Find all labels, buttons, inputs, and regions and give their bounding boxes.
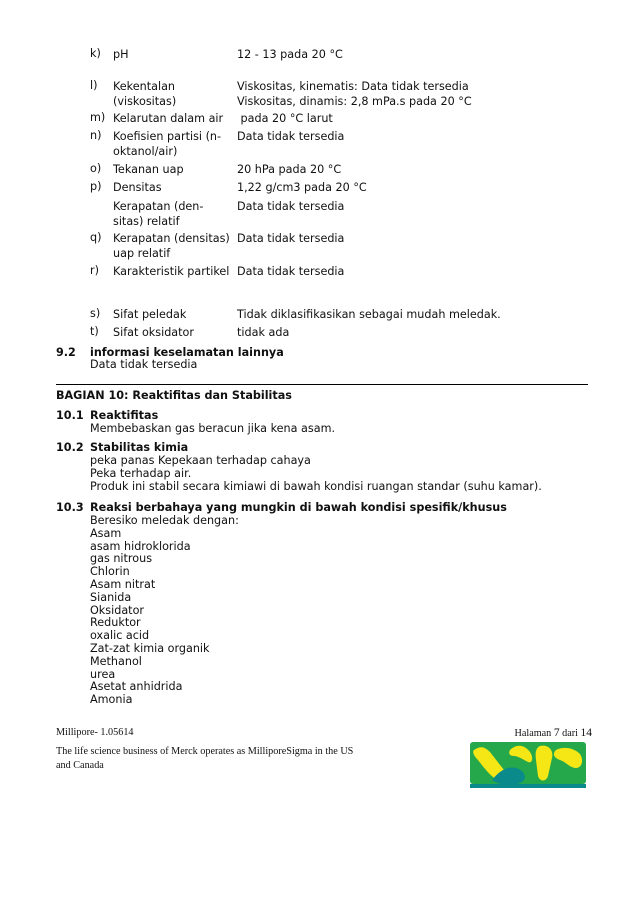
property-name-line: Koefisien partisi (n-: [113, 130, 222, 143]
property-letter: t): [90, 325, 99, 338]
property-value-line: Viskositas, dinamis: 2,8 mPa.s pada 20 °C: [237, 95, 472, 108]
text-line: Data tidak tersedia: [90, 358, 198, 371]
property-value: [237, 79, 617, 109]
section-heading-9-2: informasi keselamatan lainnya: [90, 346, 284, 359]
property-value: [237, 47, 617, 62]
property-letter: n): [90, 129, 102, 142]
property-value: [237, 162, 617, 177]
section-10-title: BAGIAN 10: Reaktifitas dan Stabilitas: [56, 389, 292, 402]
merck-logo: [470, 740, 586, 788]
property-name-line: Kerapatan (den-: [113, 200, 204, 213]
text-line: Oksidator: [90, 603, 145, 617]
property-letter: p): [90, 180, 102, 193]
page-current: 7: [553, 727, 560, 739]
section-number-9-2: 9.2: [56, 346, 76, 359]
property-value-line: 1,22 g/cm3 pada 20 °C: [237, 181, 367, 194]
property-letter: r): [90, 264, 99, 277]
section-divider: [56, 384, 588, 385]
property-name-line: Kelarutan dalam air: [113, 112, 224, 125]
section-text-9-2: [90, 359, 197, 372]
property-name-line: uap relatif: [113, 247, 171, 260]
property-name-line: (viskositas): [113, 95, 177, 108]
section-heading-10-2: Stabilitas kimia: [90, 441, 189, 454]
property-value: [237, 325, 617, 340]
property-value: [237, 231, 617, 246]
property-name: [113, 129, 235, 159]
property-name-line: sitas) relatif: [113, 215, 180, 228]
text-line: Asam: [90, 526, 122, 540]
property-name-line: Sifat oksidator: [113, 326, 194, 339]
page-of-label: dari: [562, 728, 578, 739]
property-value-line: 20 hPa pada 20 °C: [237, 163, 342, 176]
property-value: [237, 307, 617, 322]
property-name-line: pH: [113, 48, 129, 61]
property-name: [113, 162, 235, 177]
property-name: [113, 325, 235, 340]
property-letter: k): [90, 47, 101, 60]
text-line: gas nitrous: [90, 552, 153, 566]
property-name: [113, 231, 235, 261]
logo-base-band: [470, 784, 586, 788]
property-value: [237, 129, 617, 144]
property-value-line: Data tidak tersedia: [237, 232, 345, 245]
property-letter: q): [90, 231, 102, 244]
property-value-line: Data tidak tersedia: [237, 265, 345, 278]
property-value: [237, 180, 617, 195]
property-value-line: 12 - 13 pada 20 °C: [237, 48, 343, 61]
section-heading-10-3: Reaksi berbahaya yang mungkin di bawah kondisi spesifik/khusus: [90, 501, 507, 514]
property-name: [113, 264, 235, 279]
property-name: [113, 307, 235, 322]
section-number-10-3: 10.3: [56, 501, 84, 514]
property-name: [113, 199, 235, 229]
text-line: asam hidroklorida: [90, 539, 191, 553]
property-value: [237, 264, 617, 279]
text-line: Beresiko meledak dengan:: [90, 514, 239, 527]
text-line: Peka terhadap air.: [90, 466, 192, 480]
section-text-10-2: [90, 455, 542, 493]
property-name: [113, 79, 235, 109]
section-text-10-1: [90, 423, 335, 436]
text-line: urea: [90, 667, 116, 681]
property-name-line: oktanol/air): [113, 145, 178, 158]
section-heading-10-1: Reaktifitas: [90, 409, 159, 422]
property-name-line: Kekentalan: [113, 80, 176, 93]
page-total: 14: [580, 727, 592, 739]
footer-page-number: [514, 727, 592, 739]
property-value-line: Tidak diklasifikasikan sebagai mudah meledak.: [237, 308, 501, 321]
property-letter: o): [90, 162, 102, 175]
section-number-10-1: 10.1: [56, 409, 84, 422]
property-value: [237, 199, 617, 214]
property-name-line: Kerapatan (densitas): [113, 232, 230, 245]
property-name-line: Sifat peledak: [113, 308, 187, 321]
property-name: [113, 180, 235, 195]
text-line: Asetat anhidrida: [90, 680, 183, 694]
property-value-line: Data tidak tersedia: [237, 200, 345, 213]
property-name-line: Karakteristik partikel: [113, 265, 230, 278]
text-line: oxalic acid: [90, 629, 150, 643]
property-value-line: pada 20 °C larut: [237, 112, 333, 125]
section-number-10-2: 10.2: [56, 441, 84, 454]
property-letter: m): [90, 111, 106, 124]
text-line: Asam nitrat: [90, 577, 156, 591]
property-letter: s): [90, 307, 101, 320]
text-line: Chlorin: [90, 565, 130, 579]
text-line: Reduktor: [90, 616, 141, 630]
property-name: [113, 111, 235, 126]
property-name-line: Tekanan uap: [113, 163, 184, 176]
property-value: [237, 111, 617, 126]
property-value-line: Data tidak tersedia: [237, 130, 345, 143]
property-name-line: Densitas: [113, 181, 162, 194]
text-line: peka panas Kepekaan terhadap cahaya: [90, 454, 311, 467]
property-value-line: tidak ada: [237, 326, 290, 339]
footer-product-id: Millipore- 1.05614: [56, 727, 134, 738]
footer-note: The life science business of Merck operates as MilliporeSigma in the US and Canada: [56, 746, 354, 771]
section-text-10-3: [90, 515, 239, 707]
text-line: Produk ini stabil secara kimiawi di bawah kondisi ruangan standar (suhu kamar).: [90, 479, 542, 493]
text-line: Amonia: [90, 693, 133, 707]
text-line: Membebaskan gas beracun jika kena asam.: [90, 422, 336, 435]
property-name: [113, 47, 235, 62]
property-letter: l): [90, 79, 98, 92]
text-line: Zat-zat kimia organik: [90, 641, 210, 655]
text-line: Sianida: [90, 590, 132, 604]
text-line: Methanol: [90, 654, 142, 668]
page-label: Halaman: [514, 728, 552, 739]
property-value-line: Viskositas, kinematis: Data tidak tersedia: [237, 80, 469, 93]
